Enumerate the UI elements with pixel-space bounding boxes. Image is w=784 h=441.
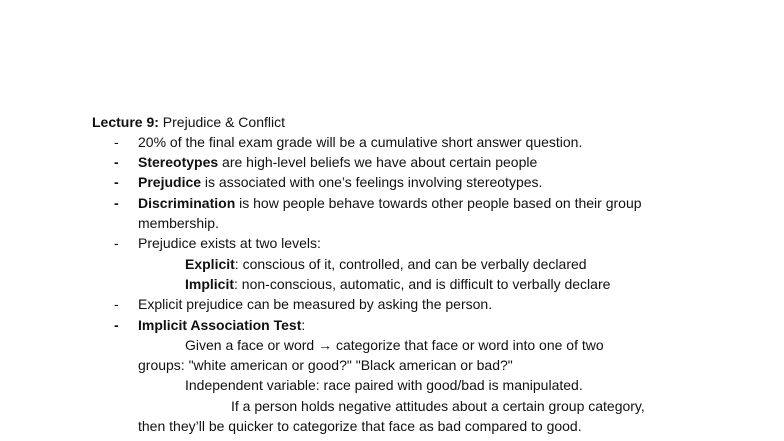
term-discrimination: Discrimination [138,195,236,211]
bullet-marker: - [114,174,119,190]
iat-text: Given a face or word → categorize that face or word into one of two [185,337,604,353]
level-explicit [185,254,587,274]
bullet-exam-grade [138,132,582,152]
bullet-marker: - [114,296,119,312]
term-iat: Implicit Association Test [138,317,302,333]
bullet-text: Explicit prejudice can be measured by asking the person. [138,296,493,312]
iat-line-1 [185,335,604,355]
bullet-text: is associated with one’s feelings involving stereotypes. [201,174,543,190]
lecture-title-label: Lecture 9: [92,114,159,130]
bullet-two-levels [138,233,321,253]
bullet-marker: - [114,134,119,150]
bullet-text-continued: membership. [138,215,219,231]
iat-line-4 [231,396,645,416]
bullet-text: is how people behave towards other people based on their group [235,195,642,211]
bullet-prejudice [138,172,542,192]
bullet-explicit-measure [138,294,492,314]
iat-line-2 [138,355,513,375]
term-stereotypes: Stereotypes [138,154,219,170]
bullet-continuation [138,213,219,233]
bullet-text: 20% of the final exam grade will be a cumulative short answer question. [138,134,583,150]
bullet-marker: - [114,235,119,251]
level-text: : conscious of it, controlled, and can be verbally declared [234,256,587,272]
bullet-marker: - [114,195,119,211]
level-text: : non-conscious, automatic, and is difficult to verbally declare [234,276,611,292]
term-explicit: Explicit [185,256,235,272]
iat-text: If a person holds negative attitudes about a certain group category, [231,398,645,414]
lecture-title [92,112,285,132]
bullet-iat [138,315,305,335]
iat-line-3 [185,375,583,395]
bullet-discrimination [138,193,642,213]
bullet-stereotypes [138,152,537,172]
bullet-text: are high-level beliefs we have about certain people [218,154,538,170]
iat-text: groups: "white american or good?" "Black american or bad?" [138,357,513,373]
level-implicit [185,274,610,294]
lecture-title-topic: Prejudice & Conflict [158,114,285,130]
iat-line-5 [138,416,582,436]
bullet-text: : [301,317,306,333]
term-prejudice: Prejudice [138,174,202,190]
bullet-marker: - [114,154,119,170]
bullet-text: Prejudice exists at two levels: [138,235,321,251]
bullet-marker: - [114,317,119,333]
iat-text: Independent variable: race paired with good/bad is manipulated. [185,377,583,393]
iat-text: then they’ll be quicker to categorize that face as bad compared to good. [138,418,582,434]
term-implicit: Implicit [185,276,235,292]
